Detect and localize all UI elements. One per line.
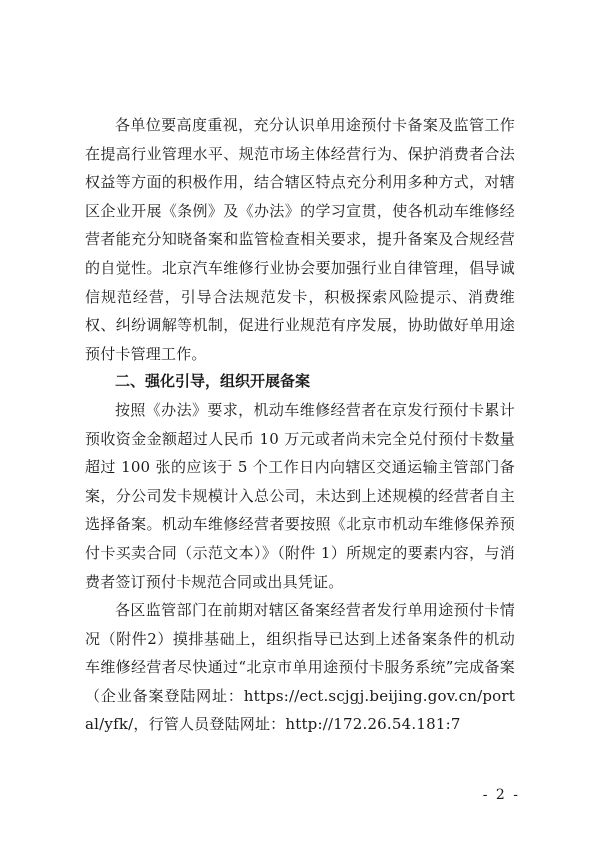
page-number: - 2 - (482, 787, 520, 803)
paragraph-district-supervision: 各区监管部门在前期对辖区备案经营者发行单用途预付卡情况（附件2）摸排基础上，组织指导已达到上述备案条件的机动车维修经营者尽快通过“北京市单用途预付卡服务系统”完成备案（企业备案登陆网址：https://ect.scjgj.beijing.gov.cn/portal/yfk/，行管人员登陆网址：http://172.26.54.181:7 (85, 601, 515, 734)
section-heading: 二、强化引导，组织开展备案 (115, 372, 311, 390)
paragraph-filing-requirements: 按照《办法》要求，机动车维修经营者在京发行预付卡累计预收资金金额超过人民币 10 万元或者尚未完全兑付预付卡数量超过 100 张的应该于 5 个工作日内向辖区交通运输主管部门备案，分公司发卡规模计入总公司，未达到上述规模的经营者自主选择备案。机动车维修经营者要按照《北京市机动车维修保养预付卡买卖合同（示范文本）》（附件 1）所规定的要素内容，与消费者签订预付卡规范合同或出具凭证。 (85, 401, 515, 591)
paragraph-work-requirements: 各单位要高度重视，充分认识单用途预付卡备案及监管工作在提高行业管理水平、规范市场主体经营行为、保护消费者合法权益等方面的积极作用，结合辖区特点充分利用多种方式，对辖区企业开展《条例》及《办法》的学习宣贯，使各机动车维修经营者能充分知晓备案和监管检查相关要求，提升备案及合规经营的自觉性。北京汽车维修行业协会要加强行业自律管理，倡导诚信规范经营，引导合法规范发卡，积极探索风险提示、消费维权、纠纷调解等机制，促进行业规范有序发展，协助做好单用途预付卡管理工作。 (85, 116, 515, 363)
